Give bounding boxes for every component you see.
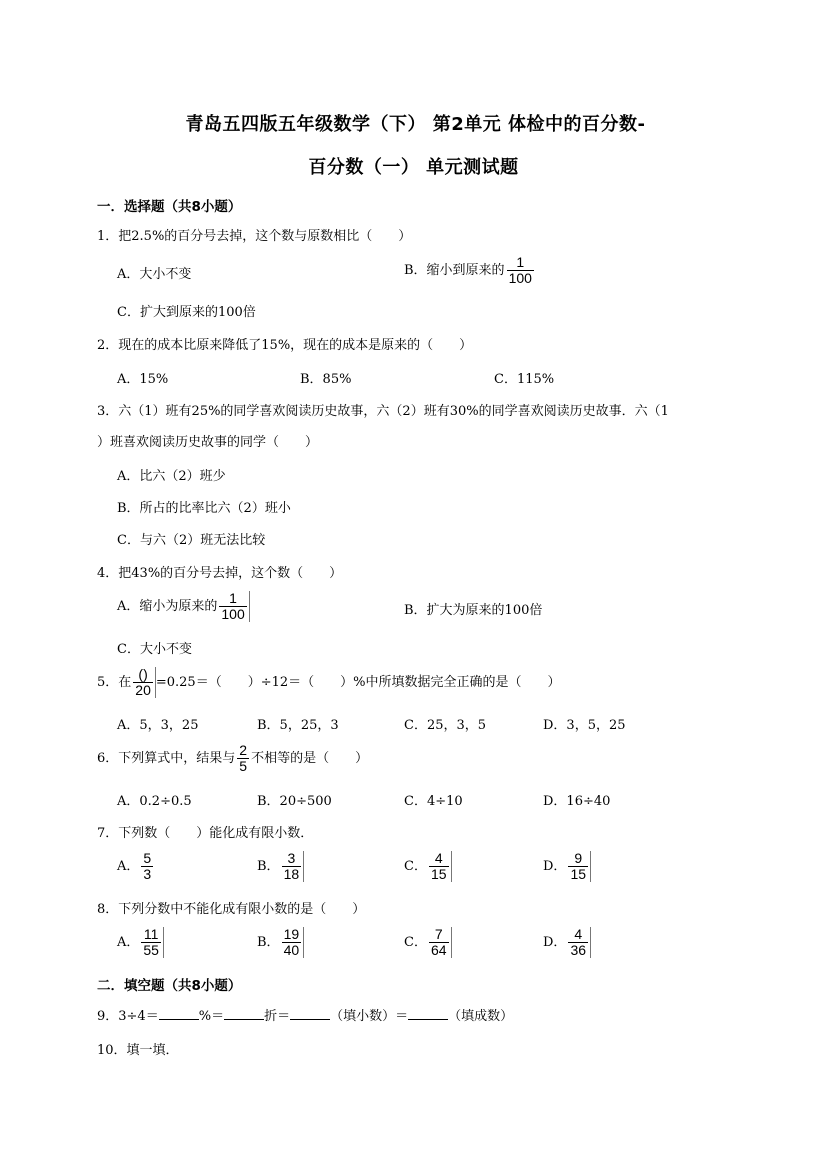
q8-option-d <box>543 927 591 958</box>
section-heading-fill: 二．填空题（共8小题） <box>97 978 242 994</box>
q2-option-a: A．15% <box>117 372 169 387</box>
q5-option-b: B．5，25，3 <box>257 718 339 733</box>
q1-option-a: A．大小不变 <box>117 267 192 282</box>
q8-option-b-fraction <box>280 927 305 958</box>
q6-option-c: C．4÷10 <box>404 794 463 809</box>
fraction-denominator: 20 <box>135 682 151 698</box>
q5-option-c: C．25，3，5 <box>404 718 487 733</box>
question-2: 2．现在的成本比原来降低了15%，现在的成本是原来的（ ） <box>97 338 473 353</box>
q8-option-d-fraction <box>566 927 591 958</box>
q7-option-b-fraction <box>280 851 305 882</box>
fraction-denominator: 64 <box>430 942 447 958</box>
fraction-denominator: 15 <box>570 866 587 882</box>
option-label: B． <box>257 859 280 874</box>
q7-option-d <box>543 851 591 882</box>
q5-suffix: =0.25＝（ ）÷12＝（ ）%中所填数据完全正确的是（ ） <box>155 675 561 690</box>
question-9 <box>97 1005 513 1024</box>
fraction-denominator: 40 <box>283 942 300 958</box>
q3-option-a: A．比六（2）班少 <box>117 469 226 484</box>
option-label: D． <box>543 859 567 874</box>
question-6 <box>97 743 368 774</box>
q8-option-c <box>404 927 452 958</box>
page-title-line-2: 百分数（一） 单元测试题 <box>308 157 519 178</box>
q9-blank-2[interactable] <box>224 1007 264 1020</box>
q3-option-c: C．与六（2）班无法比较 <box>117 533 266 548</box>
q3-option-b: B．所占的比率比六（2）班小 <box>117 501 291 516</box>
q9-blank-4[interactable] <box>408 1007 448 1020</box>
question-3-line-2: ）班喜欢阅读历史故事的同学（ ） <box>97 435 319 450</box>
fraction-denominator: 36 <box>570 942 587 958</box>
fraction-denominator: 15 <box>430 866 447 882</box>
q5-fraction <box>131 667 156 698</box>
q4-option-b: B．扩大为原来的100倍 <box>404 603 543 618</box>
q5-option-a: A．5，3，25 <box>117 718 199 733</box>
option-label: C． <box>404 935 427 950</box>
option-label: C． <box>404 859 427 874</box>
q4-option-a-fraction <box>217 591 249 622</box>
q6-fraction <box>235 743 251 774</box>
fraction-denominator: 55 <box>143 942 159 958</box>
fraction-numerator: 4 <box>434 850 443 866</box>
question-5 <box>97 667 561 698</box>
q1-option-b-fraction <box>505 255 536 286</box>
fraction-numerator: () <box>138 666 148 682</box>
fraction-numerator: 19 <box>283 926 300 942</box>
q8-option-b <box>257 927 304 958</box>
q2-option-b: B．85% <box>300 372 352 387</box>
q6-suffix: 不相等的是（ ） <box>251 751 369 766</box>
fraction-denominator: 100 <box>221 606 245 622</box>
fraction-numerator: 7 <box>434 926 443 942</box>
question-8: 8．下列分数中不能化成有限小数的是（ ） <box>97 902 366 917</box>
fraction-numerator: 9 <box>574 850 583 866</box>
fraction-denominator: 18 <box>283 866 300 882</box>
question-3-line-1: 3．六（1）班有25%的同学喜欢阅读历史故事，六（2）班有30%的同学喜欢阅读历史故事．六（1 <box>97 404 669 419</box>
q9-part-4: （填小数）＝ <box>330 1009 409 1024</box>
q8-option-c-fraction <box>427 927 452 958</box>
q9-blank-3[interactable] <box>290 1007 330 1020</box>
fraction-denominator: 3 <box>143 866 152 882</box>
q8-option-a <box>117 927 164 958</box>
q5-option-d: D．3，5，25 <box>543 718 626 733</box>
q6-option-b: B．20÷500 <box>257 794 332 809</box>
question-10: 10．填一填． <box>97 1043 179 1058</box>
fraction-numerator: 3 <box>287 850 296 866</box>
option-label: A． <box>117 859 140 874</box>
q8-option-a-fraction <box>139 927 164 958</box>
q6-option-a: A．0.2÷0.5 <box>117 794 192 809</box>
question-1: 1．把2.5%的百分号去掉，这个数与原数相比（ ） <box>97 229 412 244</box>
q7-option-c <box>404 851 452 882</box>
question-4: 4．把43%的百分号去掉，这个数（ ） <box>97 566 343 581</box>
q5-prefix: 5．在 <box>97 675 132 690</box>
q7-option-a-fraction <box>139 851 155 882</box>
q9-part-2: %＝ <box>198 1009 225 1024</box>
q9-part-1: 9．3÷4＝ <box>97 1009 159 1024</box>
q9-part-3: 折＝ <box>264 1009 291 1024</box>
fraction-denominator: 5 <box>239 758 248 774</box>
option-label: D． <box>543 935 567 950</box>
q9-blank-1[interactable] <box>159 1007 199 1020</box>
q4-option-c: C．大小不变 <box>117 642 192 657</box>
q7-option-b <box>257 851 304 882</box>
q6-option-d: D．16÷40 <box>543 794 611 809</box>
fraction-numerator: 5 <box>143 850 152 866</box>
q9-part-5: （填成数） <box>448 1009 514 1024</box>
q1-option-b <box>404 255 536 286</box>
fraction-numerator: 1 <box>229 590 237 606</box>
question-7: 7．下列数（ ）能化成有限小数． <box>97 826 314 841</box>
option-label: B． <box>257 935 280 950</box>
fraction-numerator: 2 <box>239 742 248 758</box>
q1-option-b-text: B．缩小到原来的 <box>404 263 505 278</box>
q6-prefix: 6．下列算式中，结果与 <box>97 751 236 766</box>
q4-option-a-text: A．缩小为原来的 <box>117 599 218 614</box>
q7-option-d-fraction <box>566 851 591 882</box>
fraction-numerator: 11 <box>143 926 159 942</box>
q4-option-a <box>117 591 250 622</box>
q1-option-c: C．扩大到原来的100倍 <box>117 305 256 320</box>
page-title-line-1: 青岛五四版五年级数学（下） 第2单元 体检中的百分数- <box>185 114 646 135</box>
option-label: A． <box>117 935 140 950</box>
q2-option-c: C．115% <box>494 372 555 387</box>
fraction-numerator: 1 <box>516 254 525 270</box>
section-heading-choice: 一．选择题（共8小题） <box>97 199 242 215</box>
fraction-denominator: 100 <box>508 270 532 286</box>
q7-option-a <box>117 851 155 882</box>
q7-option-c-fraction <box>427 851 452 882</box>
fraction-numerator: 4 <box>574 926 583 942</box>
